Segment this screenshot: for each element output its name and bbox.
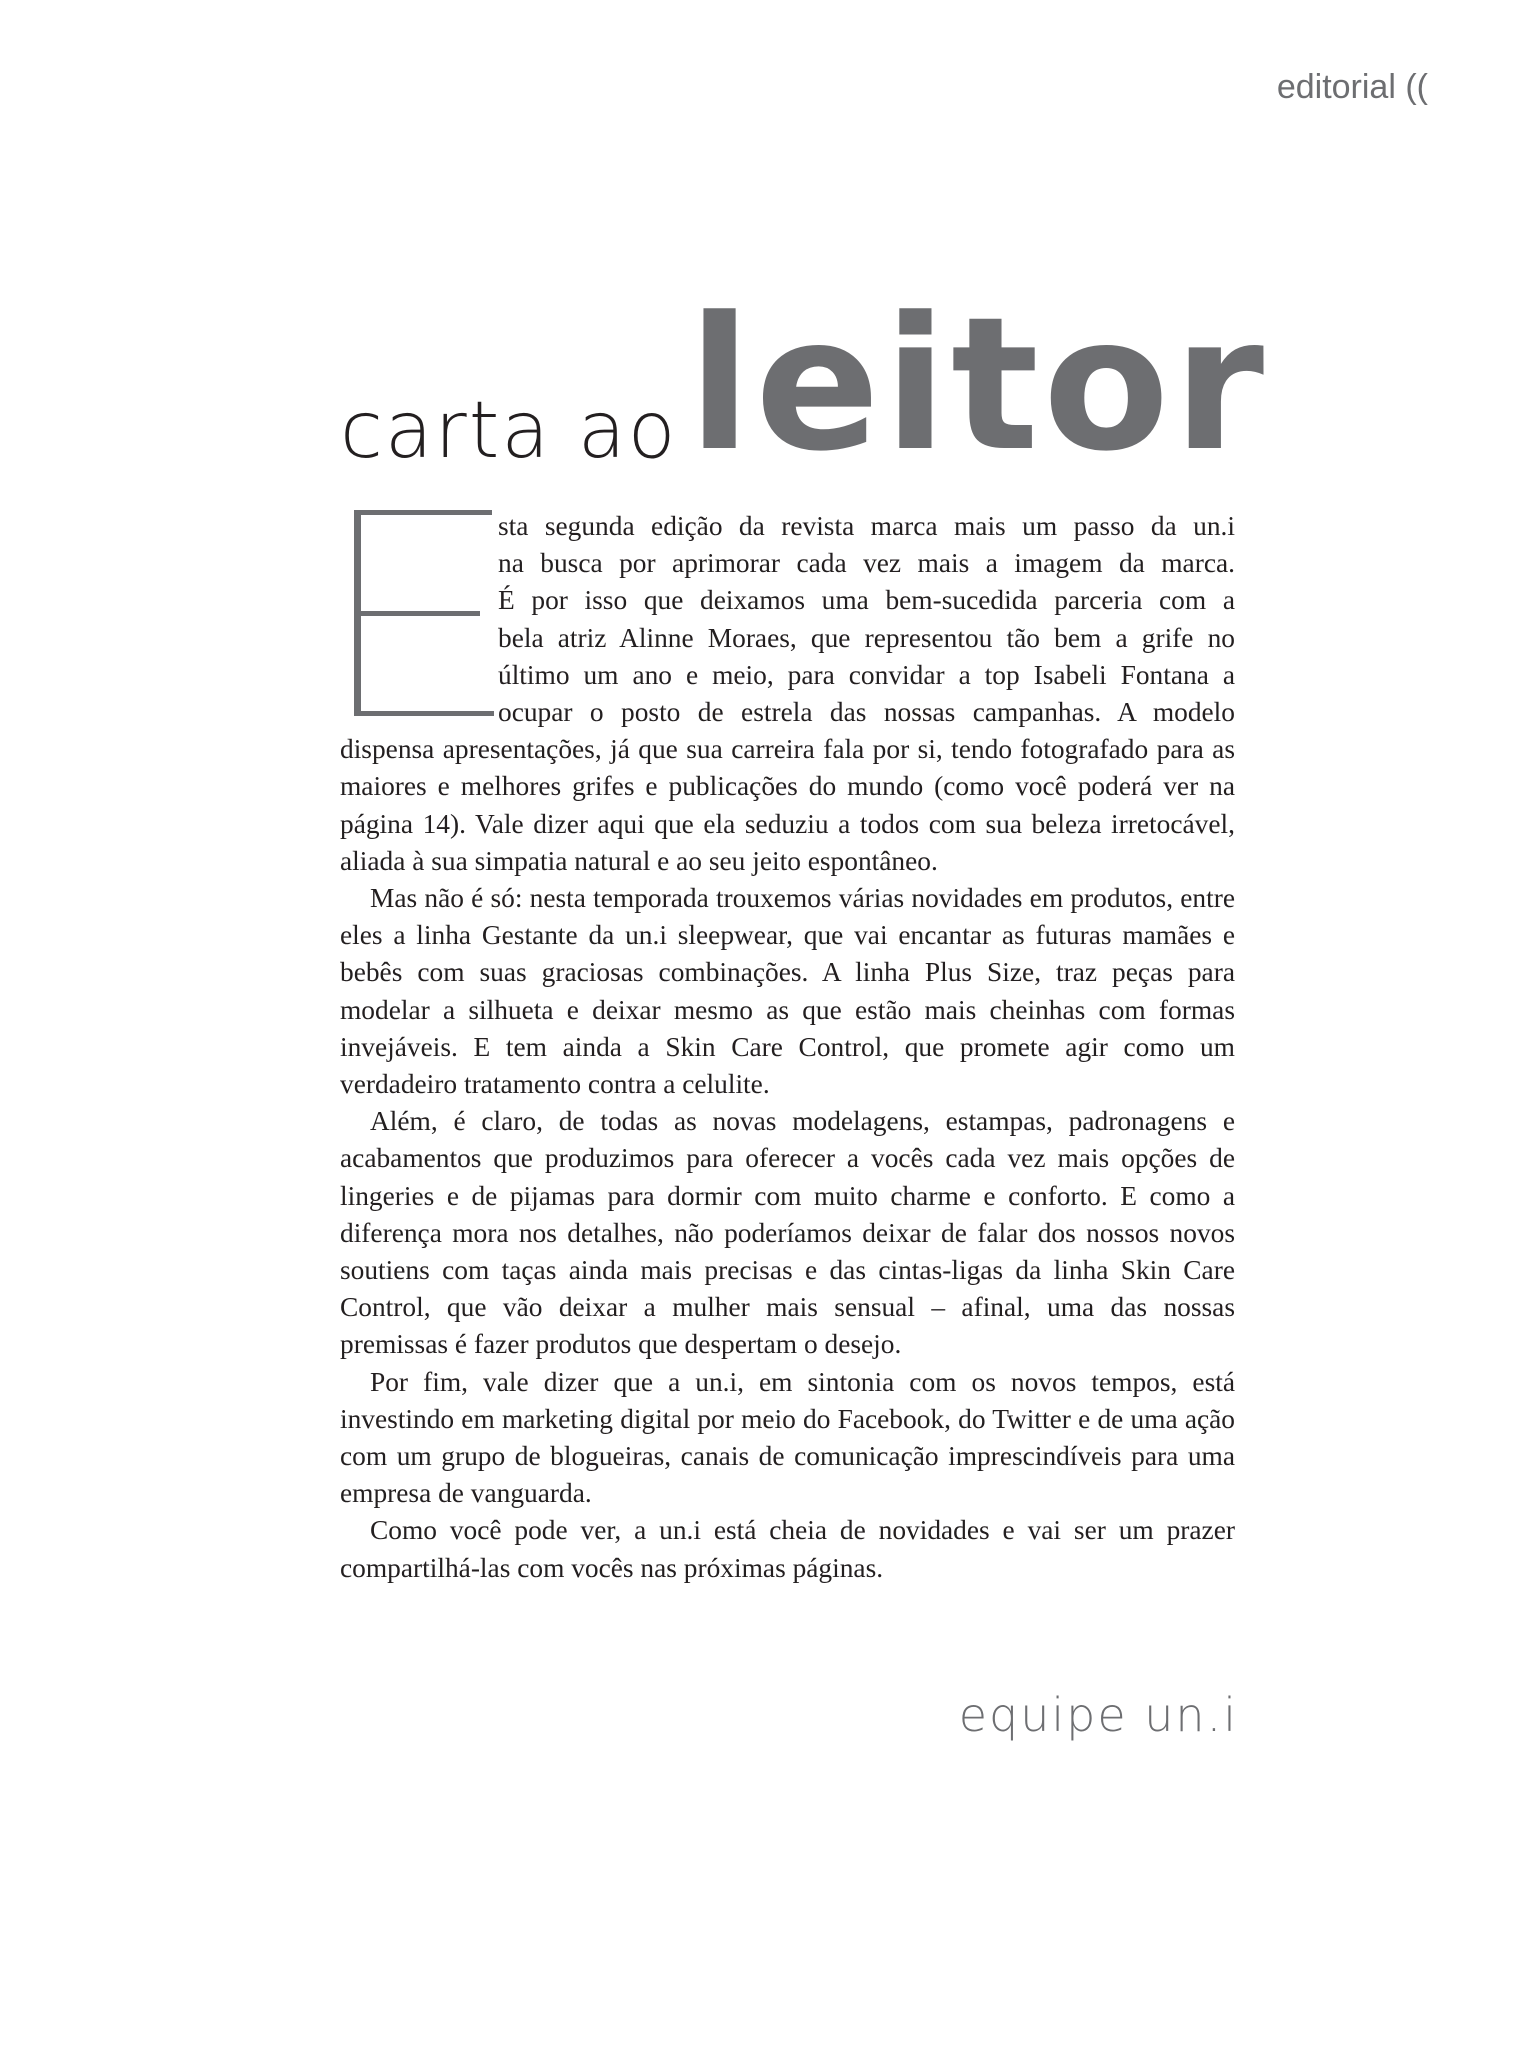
article-paragraph: Como você pode ver, a un.i está cheia de novidades e vai ser um prazer compartilhá-las com vocês nas próximas páginas. [340, 1515, 1235, 1583]
drop-cap-line: sta segunda edição da revista marca mais um passo da un.i [498, 511, 1235, 541]
drop-cap-line: último um ano e meio, para convidar a top Isabeli Fontana a [498, 659, 1235, 690]
drop-cap-line: É por isso que deixamos uma bem-sucedida parceria com a [498, 585, 1235, 616]
signature: equipe un.i [958, 1688, 1238, 1742]
paragraph-continuation: dispensa apresentações, já que sua carreira fala por si, tendo fotografado para as maiores e melhores grifes e publicações do mundo (como você poderá ver na página 14). Vale dizer aqui que ela seduziu a todos com sua beleza irretocável, aliada à sua simpatia natural e ao seu jeito espontâneo. [340, 734, 1235, 876]
article-paragraph: Mas não é só: nesta temporada trouxemos várias novidades em produtos, entre eles a linha Gestante da un.i sleepwear, que vai encantar as futuras mamães e bebês com suas graciosas combinações. A linha Plus Size, traz peças para modelar a silhueta e deixar mesmo as que estão mais cheinhas com formas invejáveis. E tem ainda a Skin Care Control, que promete agir como um verdadeiro tratamento contra a celulite. [340, 883, 1235, 1100]
title-prefix: carta ao [340, 386, 678, 476]
article-body [340, 508, 1235, 1587]
article-paragraph [340, 508, 1235, 880]
drop-cap-line: ocupar o posto de estrela das nossas campanhas. A modelo [498, 697, 1235, 728]
article-paragraph: Além, é claro, de todas as novas modelagens, estampas, padronagens e acabamentos que produzimos para oferecer a vocês cada vez mais opções de lingeries e de pijamas para dormir com muito charme e conforto. E como a diferença mora nos detalhes, não poderíamos deixar de falar dos nossos novos soutiens com taças ainda mais precisas e das cintas-ligas da linha Skin Care Control, que vão deixar a mulher mais sensual – afinal, uma das nossas premissas é fazer produtos que despertam o desejo. [340, 1106, 1235, 1360]
section-tag: editorial (( [1276, 68, 1428, 106]
title-main: leitor [688, 278, 1269, 492]
drop-cap-line: bela atriz Alinne Moraes, que representou tão bem a grife no [498, 622, 1235, 653]
article-paragraph: Por fim, vale dizer que a un.i, em sintonia com os novos tempos, está investindo em marketing digital por meio do Facebook, do Twitter e de uma ação com um grupo de blogueiras, canais de comunicação imprescindíveis para uma empresa de vanguarda. [340, 1366, 1235, 1509]
page-title [340, 278, 1269, 492]
drop-cap-line: na busca por aprimorar cada vez mais a imagem da marca. [498, 548, 1235, 579]
